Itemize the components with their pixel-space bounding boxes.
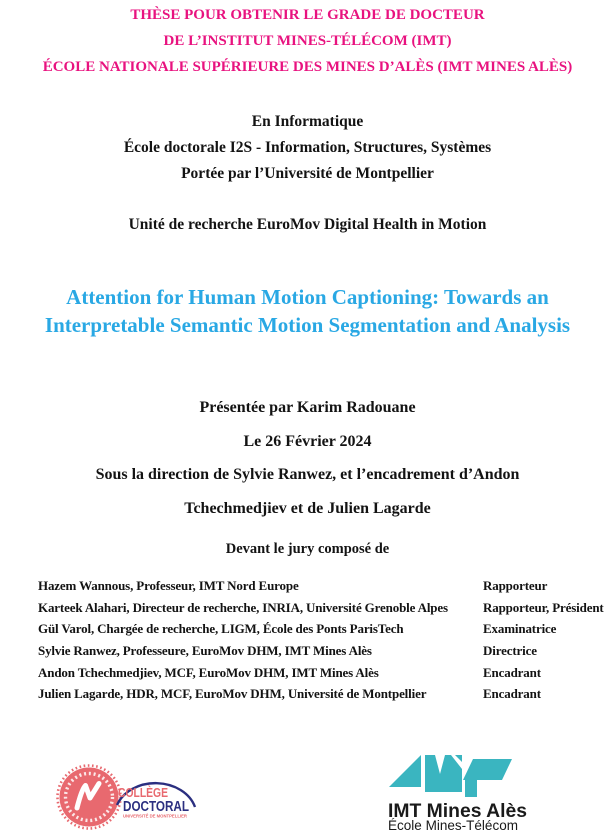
jury-member-name: Hazem Wannous, Professeur, IMT Nord Europe	[38, 578, 299, 593]
doctoral-label: DOCTORAL	[123, 799, 190, 815]
presentation-block	[0, 391, 615, 525]
college-label: COLLÈGE	[118, 786, 179, 800]
defense-date: Le 26 Février 2024	[243, 432, 372, 450]
jury-row	[38, 683, 598, 705]
program-field: En Informatique	[251, 113, 364, 130]
imt-mines-ales-logo	[387, 752, 528, 832]
thesis-title-line-1: Attention for Human Motion Captioning: Towards an	[66, 285, 549, 309]
college-doctoral-logo	[55, 762, 205, 832]
imt-mines-ales-label: IMT Mines Alès	[388, 801, 527, 822]
degree-header-line-2: DE L’INSTITUT MINES-TÉLÉCOM (IMT)	[163, 33, 452, 49]
jury-member-role: Rapporteur, Président	[483, 599, 604, 615]
thesis-title-line-2: Interpretable Semantic Motion Segmentation and Analysis	[44, 313, 571, 337]
jury-heading: Devant le jury composé de	[225, 541, 390, 557]
jury-member-name: Andon Tchechmedjiev, MCF, EuroMov DHM, IMT Mines Alès	[38, 664, 379, 680]
jury-member-name: Julien Lagarde, HDR, MCF, EuroMov DHM, Université de Montpellier	[38, 686, 427, 702]
ecole-mines-telecom-label: École Mines-Télécom	[388, 818, 518, 832]
jury-member-name: Karteek Alahari, Directeur de recherche, INRIA, Université Grenoble Alpes	[38, 599, 448, 615]
jury-member-role: Rapporteur	[483, 578, 548, 593]
um-seal-icon	[58, 766, 121, 829]
jury-table	[38, 575, 604, 705]
jury-member-name: Sylvie Ranwez, Professeure, EuroMov DHM, IMT Mines Alès	[38, 643, 372, 659]
supervision-line-2: Tchechmedjiev et de Julien Lagarde	[184, 499, 431, 517]
imt-logo-glyph-icon	[389, 755, 512, 797]
universite-montpellier-label: UNIVERSITÉ DE MONTPELLIER	[123, 814, 196, 820]
thesis-title	[0, 283, 615, 339]
jury-member-role: Directrice	[483, 643, 537, 659]
jury-row	[38, 662, 598, 684]
degree-header-line-1: THÈSE POUR OBTENIR LE GRADE DE DOCTEUR	[130, 7, 485, 23]
jury-row	[38, 618, 598, 640]
presented-by: Présentée par Karim Radouane	[199, 399, 416, 416]
supervision-line-1: Sous la direction de Sylvie Ranwez, et l’encadrement d’Andon	[95, 466, 520, 483]
degree-header	[0, 2, 615, 80]
jury-member-role: Encadrant	[483, 686, 541, 702]
degree-header-line-3: ÉCOLE NATIONALE SUPÉRIEURE DES MINES D’ALÈS (IMT MINES ALÈS)	[42, 59, 573, 75]
jury-row	[38, 640, 598, 662]
jury-member-name: Gül Varol, Chargée de recherche, LIGM, École des Ponts ParisTech	[38, 621, 404, 637]
research-unit: Unité de recherche EuroMov Digital Health in Motion	[128, 216, 487, 233]
program-university: Portée par l’Université de Montpellier	[181, 165, 434, 182]
jury-row	[38, 597, 604, 619]
jury-member-role: Encadrant	[483, 664, 541, 680]
jury-member-role: Examinatrice	[483, 621, 557, 637]
jury-row	[38, 575, 598, 597]
doctoral-program-block	[0, 109, 615, 187]
program-doctoral-school: École doctorale I2S - Information, Structures, Systèmes	[123, 139, 492, 156]
